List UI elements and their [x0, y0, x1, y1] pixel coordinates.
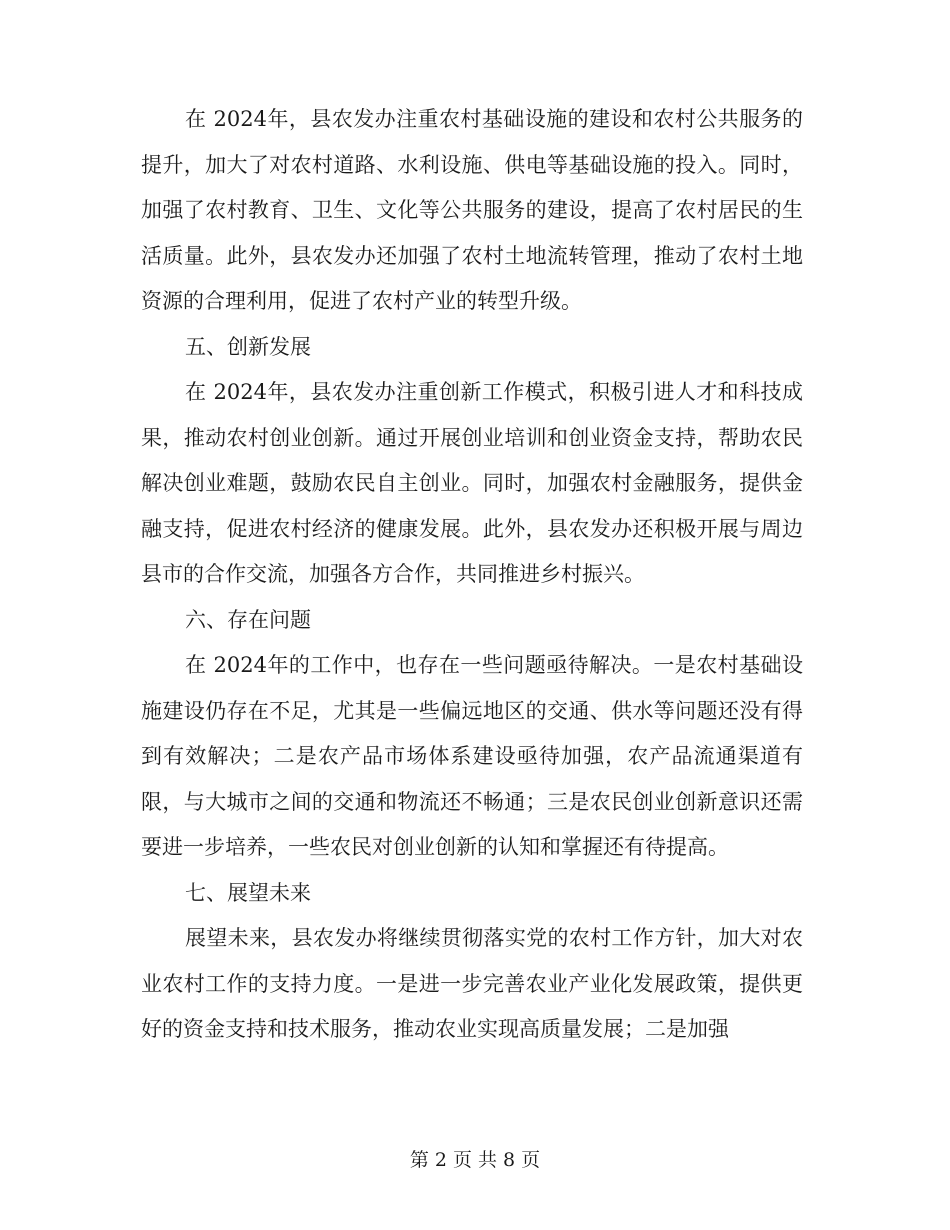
- paragraph-innovation: 在 2024年，县农发办注重创新工作模式，积极引进人才和科技成果，推动农村创业创新。通过开展创业培训和创业资金支持，帮助农民解决创业难题，鼓励农民自主创业。同时，加强农村金融服务，提供金融支持，促进农村经济的健康发展。此外，县农发办还积极开展与周边县市的合作交流，加强各方合作，共同推进乡村振兴。: [141, 380, 803, 586]
- page-number-footer: 第 2 页 共 8 页: [409, 1149, 541, 1171]
- section-heading-outlook: 七、展望未来: [185, 880, 311, 905]
- document-body: [141, 97, 803, 1053]
- paragraph-problems: 在 2024年的工作中，也存在一些问题亟待解决。一是农村基础设施建设仍存在不足，尤其是一些偏远地区的交通、供水等问题还没有得到有效解决；二是农产品市场体系建设亟待加强，农产品流通渠道有限，与大城市之间的交通和物流还不畅通；三是农民创业创新意识还需要进一步培养，一些农民对创业创新的认知和掌握还有待提高。: [141, 653, 803, 859]
- paragraph-outlook: 展望未来，县农发办将继续贯彻落实党的农村工作方针，加大对农业农村工作的支持力度。一是进一步完善农业产业化发展政策，提供更好的资金支持和技术服务，推动农业实现高质量发展；二是加强: [141, 926, 803, 1041]
- section-heading-problems: 六、存在问题: [185, 607, 311, 632]
- paragraph-infrastructure: 在 2024年，县农发办注重农村基础设施的建设和农村公共服务的提升，加大了对农村道路、水利设施、供电等基础设施的投入。同时，加强了农村教育、卫生、文化等公共服务的建设，提高了农村居民的生活质量。此外，县农发办还加强了农村土地流转管理，推动了农村土地资源的合理利用，促进了农村产业的转型升级。: [141, 107, 803, 313]
- section-heading-innovation: 五、创新发展: [185, 334, 311, 359]
